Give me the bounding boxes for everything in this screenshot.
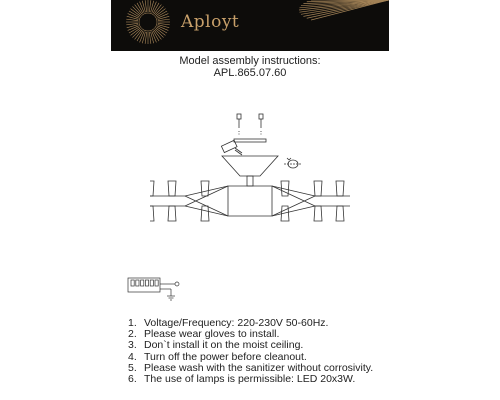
instruction-number: 1.: [128, 317, 137, 329]
lamp-bar: [150, 181, 154, 221]
instruction-number: 3.: [128, 339, 137, 352]
brand-logo: Aployt: [181, 12, 240, 32]
sun-core-icon: [139, 13, 157, 31]
terminal-slot: [155, 280, 158, 286]
sunburst-decoration: [111, 0, 389, 51]
instruction-list: [128, 318, 373, 385]
ceiling-canopy: [222, 156, 278, 176]
connection-point-icon: [175, 282, 179, 286]
instruction-number: 4.: [128, 350, 137, 363]
wiring-diagram: [125, 272, 185, 302]
ground-symbol-icon: [167, 296, 175, 300]
instruction-text: Don`t install it on the moist ceiling.: [144, 339, 304, 352]
terminal-slot: [131, 280, 134, 286]
screw-icon: [259, 114, 263, 136]
lamp-bar: [336, 181, 344, 221]
mounting-bracket: [234, 139, 266, 142]
lamp-bar: [168, 181, 176, 221]
instruction-number: 5.: [128, 361, 137, 374]
lamp-bar: [314, 181, 322, 221]
arm-frame: [150, 186, 350, 216]
document-title: Model assembly instructions:: [179, 55, 321, 67]
instruction-number: 2.: [128, 328, 137, 341]
instruction-item: [128, 374, 373, 385]
lamp-bar: [201, 181, 209, 221]
instruction-text: Voltage/Frequency: 220-230V 50-60Hz.: [144, 317, 329, 329]
rotate-arrow-icon: [284, 158, 302, 168]
screw-icon: [237, 114, 241, 136]
instruction-text: Please wash with the sanitizer without corrosivity.: [144, 361, 374, 374]
chandelier-drawing: [150, 110, 350, 250]
model-number: APL.865.07.60: [213, 67, 287, 79]
instruction-text: Please wear gloves to install.: [144, 328, 280, 341]
terminal-slot: [141, 280, 144, 286]
terminal-slot: [136, 280, 139, 286]
terminal-slot: [150, 280, 153, 286]
instruction-number: 6.: [128, 373, 137, 386]
instruction-text: Turn off the power before cleanout.: [144, 350, 307, 363]
terminal-slot: [145, 280, 148, 286]
instruction-text: The use of lamps is permissible: LED 20x3W.: [144, 373, 356, 386]
lamp-bar: [281, 181, 289, 221]
terminal-connector-icon: [221, 140, 242, 155]
brand-banner: [111, 0, 389, 51]
stem: [247, 176, 253, 186]
